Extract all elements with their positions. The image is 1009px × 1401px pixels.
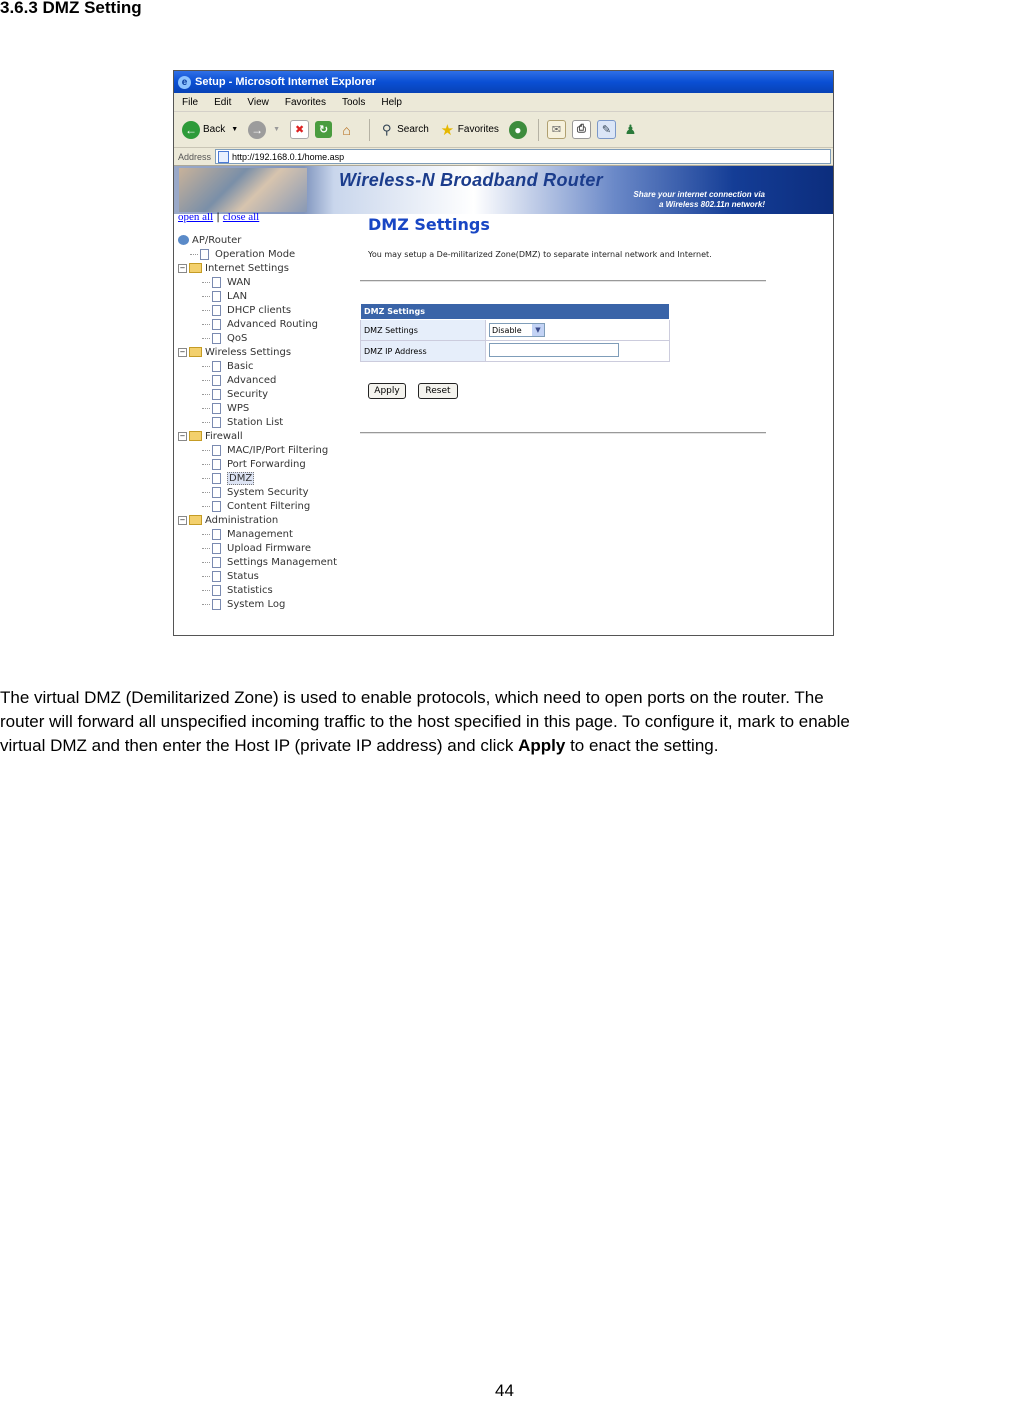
tree-item-label: DHCP clients bbox=[227, 304, 292, 316]
edit-icon[interactable]: ✎ bbox=[597, 120, 616, 139]
messenger-icon[interactable]: ♟ bbox=[624, 121, 637, 137]
page-icon bbox=[212, 445, 221, 456]
close-all-link[interactable]: close all bbox=[222, 211, 260, 223]
tree-root[interactable] bbox=[178, 233, 354, 247]
tree-folder-firewall[interactable] bbox=[178, 429, 354, 443]
favorites-button[interactable] bbox=[439, 121, 499, 138]
tree-links-separator: | bbox=[216, 212, 220, 223]
media-icon[interactable]: ● bbox=[509, 121, 527, 139]
page-icon bbox=[212, 305, 221, 316]
section-heading: 3.6.3 DMZ Setting bbox=[0, 0, 142, 17]
menu-bar bbox=[174, 93, 833, 112]
tree-guide bbox=[202, 422, 210, 423]
forward-button[interactable] bbox=[248, 121, 280, 139]
router-banner bbox=[174, 166, 833, 214]
tree-folder-label: Internet Settings bbox=[205, 262, 289, 274]
tree-guide bbox=[202, 310, 210, 311]
refresh-icon[interactable]: ↻ bbox=[315, 121, 332, 138]
search-button[interactable] bbox=[378, 121, 429, 138]
collapse-icon[interactable]: − bbox=[179, 515, 186, 524]
tree-item-label: Security bbox=[227, 388, 269, 400]
tree-item-label: Station List bbox=[227, 416, 284, 428]
tree-item-statistics[interactable] bbox=[178, 583, 354, 597]
tree-guide bbox=[202, 576, 210, 577]
tree-item-dmz[interactable] bbox=[178, 471, 354, 485]
tree-guide bbox=[202, 450, 210, 451]
tree-item-label: WPS bbox=[227, 402, 250, 414]
tree-guide bbox=[190, 254, 198, 255]
tree-item-status[interactable] bbox=[178, 569, 354, 583]
print-icon[interactable]: ⎙ bbox=[572, 120, 591, 139]
address-url: http://192.168.0.1/home.asp bbox=[232, 151, 345, 162]
tree-folder-wireless-settings[interactable] bbox=[178, 345, 354, 359]
window-titlebar bbox=[174, 71, 833, 93]
back-button[interactable] bbox=[182, 121, 238, 139]
menu-edit[interactable]: Edit bbox=[214, 96, 232, 108]
menu-file[interactable]: File bbox=[182, 96, 199, 108]
tree-root-label: AP/Router bbox=[192, 234, 242, 246]
page-icon bbox=[212, 487, 221, 498]
page-icon bbox=[212, 501, 221, 512]
tree-guide bbox=[202, 562, 210, 563]
tree-item-label: Upload Firmware bbox=[227, 542, 312, 554]
table-row bbox=[361, 320, 670, 341]
folder-icon bbox=[189, 431, 202, 441]
favorites-star-icon: ★ bbox=[440, 121, 455, 139]
table-header: DMZ Settings bbox=[361, 304, 670, 320]
dmz-settings-table bbox=[360, 303, 670, 362]
tree-item-port-forwarding[interactable] bbox=[178, 457, 354, 471]
search-label: Search bbox=[397, 124, 429, 135]
banner-subtitle-line2: a Wireless 802.11n network! bbox=[658, 200, 765, 209]
tree-item-label: Status bbox=[227, 570, 259, 582]
apply-button[interactable]: Apply bbox=[368, 383, 406, 399]
tree-item-label: QoS bbox=[227, 332, 248, 344]
tree-item-qos[interactable] bbox=[178, 331, 354, 345]
page-icon bbox=[212, 571, 221, 582]
tree-item-label: Advanced bbox=[227, 374, 277, 386]
toolbar-separator bbox=[369, 119, 370, 141]
dmz-ip-input[interactable] bbox=[489, 343, 619, 357]
body-line-3 bbox=[0, 734, 1009, 758]
tree-item-basic[interactable] bbox=[178, 359, 354, 373]
tree-item-label: LAN bbox=[227, 290, 248, 302]
tree-item-wan[interactable] bbox=[178, 275, 354, 289]
mail-icon[interactable]: ✉ bbox=[547, 120, 566, 139]
page-title: DMZ Settings bbox=[368, 215, 490, 234]
address-input[interactable] bbox=[215, 149, 831, 164]
chevron-down-icon: ▼ bbox=[532, 324, 544, 336]
tree-item-label: Basic bbox=[227, 360, 254, 372]
tree-item-management[interactable] bbox=[178, 527, 354, 541]
tree-guide bbox=[202, 604, 210, 605]
forward-arrow-icon: → bbox=[248, 121, 266, 139]
page-icon bbox=[212, 375, 221, 386]
collapse-icon[interactable]: − bbox=[179, 347, 186, 356]
dmz-settings-label: DMZ Settings bbox=[361, 320, 486, 341]
favorites-label: Favorites bbox=[457, 124, 499, 135]
browser-toolbar bbox=[174, 112, 833, 148]
address-bar bbox=[174, 148, 833, 166]
page-description: You may setup a De-militarized Zone(DMZ) to separate internal network and Internet. bbox=[368, 250, 712, 259]
tree-item-label: Operation Mode bbox=[215, 248, 296, 260]
tree-item-system-security[interactable] bbox=[178, 485, 354, 499]
tree-item-advanced-routing[interactable] bbox=[178, 317, 354, 331]
tree-folder-internet-settings[interactable] bbox=[178, 261, 354, 275]
tree-guide bbox=[202, 464, 210, 465]
menu-help[interactable]: Help bbox=[381, 96, 402, 108]
back-arrow-icon: ← bbox=[182, 121, 200, 139]
body-line-1: The virtual DMZ (Demilitarized Zone) is used to enable protocols, which need to open ports on the router. The bbox=[0, 688, 824, 707]
page-icon bbox=[212, 291, 221, 302]
page-icon bbox=[212, 459, 221, 470]
tree-guide bbox=[202, 296, 210, 297]
tree-item-label: MAC/IP/Port Filtering bbox=[227, 444, 329, 456]
tree-item-content-filtering[interactable] bbox=[178, 499, 354, 513]
tree-guide bbox=[202, 338, 210, 339]
folder-icon bbox=[189, 347, 202, 357]
tree-item-label: Settings Management bbox=[227, 556, 338, 568]
tree-folder-label: Administration bbox=[205, 514, 279, 526]
tree-guide bbox=[202, 534, 210, 535]
page-icon bbox=[212, 403, 221, 414]
tree-guide bbox=[202, 408, 210, 409]
tree-guide bbox=[202, 548, 210, 549]
tree-item-lan[interactable] bbox=[178, 289, 354, 303]
tree-guide bbox=[202, 590, 210, 591]
window-title: Setup - Microsoft Internet Explorer bbox=[195, 76, 376, 88]
address-label: Address bbox=[178, 151, 212, 162]
navigation-tree bbox=[178, 211, 354, 611]
open-all-link[interactable]: open all bbox=[178, 211, 214, 223]
body-text bbox=[0, 686, 1009, 758]
tree-folder-administration[interactable] bbox=[178, 513, 354, 527]
page-icon bbox=[212, 557, 221, 568]
ie-logo-icon: e bbox=[178, 76, 191, 89]
tree-item-station-list[interactable] bbox=[178, 415, 354, 429]
tree-item-settings-management[interactable] bbox=[178, 555, 354, 569]
body-line-3-post: to enact the setting. bbox=[565, 736, 719, 755]
tree-folder-label: Firewall bbox=[205, 430, 243, 442]
tree-item-label: WAN bbox=[227, 276, 251, 288]
dmz-ip-cell bbox=[486, 341, 670, 362]
tree-item-operation-mode[interactable] bbox=[178, 247, 354, 261]
forward-dropdown-icon: ▼ bbox=[273, 126, 281, 133]
banner-photo bbox=[179, 168, 307, 212]
table-row bbox=[361, 341, 670, 362]
tree-guide bbox=[202, 478, 210, 479]
page-icon bbox=[212, 361, 221, 372]
tree-item-label: DMZ bbox=[229, 472, 253, 484]
tree-links bbox=[178, 211, 354, 223]
tree-guide bbox=[202, 324, 210, 325]
tree-guide bbox=[202, 380, 210, 381]
tree-item-security[interactable] bbox=[178, 387, 354, 401]
collapse-icon[interactable]: − bbox=[179, 263, 186, 272]
folder-icon bbox=[189, 515, 202, 525]
tree-item-label: Port Forwarding bbox=[227, 458, 306, 470]
tree-item-advanced[interactable] bbox=[178, 373, 354, 387]
dmz-settings-cell bbox=[486, 320, 670, 341]
page-icon bbox=[212, 543, 221, 554]
body-line-2: router will forward all unspecified incoming traffic to the host specified in this page. To configure it, mark to enable bbox=[0, 712, 850, 731]
back-dropdown-icon: ▼ bbox=[231, 126, 239, 133]
page-icon bbox=[212, 277, 221, 288]
folder-icon bbox=[189, 263, 202, 273]
menu-tools[interactable]: Tools bbox=[341, 96, 366, 108]
page-icon bbox=[212, 333, 221, 344]
tree-item-label: System Security bbox=[227, 486, 309, 498]
divider-top bbox=[360, 280, 766, 282]
page-icon bbox=[212, 585, 221, 596]
page-icon bbox=[212, 599, 221, 610]
tree-item-label: Management bbox=[227, 528, 293, 540]
browser-screenshot bbox=[173, 70, 834, 636]
page-number: 44 bbox=[495, 1381, 514, 1400]
stop-icon[interactable]: ✖ bbox=[290, 120, 309, 139]
tree-item-label: Advanced Routing bbox=[227, 318, 318, 330]
tree-guide bbox=[202, 282, 210, 283]
toolbar-separator-2 bbox=[538, 119, 539, 141]
collapse-icon[interactable]: − bbox=[179, 431, 186, 440]
tree-item-upload-firmware[interactable] bbox=[178, 541, 354, 555]
body-line-3-pre: virtual DMZ and then enter the Host IP (private IP address) and click bbox=[0, 736, 519, 755]
network-icon bbox=[178, 235, 189, 245]
tree-guide bbox=[202, 506, 210, 507]
body-line-3-bold: Apply bbox=[518, 736, 566, 755]
reset-button[interactable]: Reset bbox=[418, 383, 458, 399]
page-icon bbox=[212, 389, 221, 400]
page-icon bbox=[212, 417, 221, 428]
banner-title: Wireless-N Broadband Router bbox=[339, 170, 603, 190]
tree-item-system-log[interactable] bbox=[178, 597, 354, 611]
menu-favorites[interactable]: Favorites bbox=[284, 96, 326, 108]
divider-bottom bbox=[360, 432, 766, 434]
tree-item-label: System Log bbox=[227, 598, 286, 610]
page-icon bbox=[212, 529, 221, 540]
page-icon bbox=[212, 319, 221, 330]
tree-guide bbox=[202, 366, 210, 367]
banner-subtitle-line1: Share your internet connection via bbox=[633, 190, 765, 199]
tree-item-wps[interactable] bbox=[178, 401, 354, 415]
page-icon bbox=[200, 249, 209, 260]
tree-item-dhcp-clients[interactable] bbox=[178, 303, 354, 317]
tree-guide bbox=[202, 394, 210, 395]
dmz-ip-label: DMZ IP Address bbox=[361, 341, 486, 362]
tree-item-label: Content Filtering bbox=[227, 500, 311, 512]
tree-guide bbox=[202, 492, 210, 493]
banner-subtitle bbox=[633, 190, 765, 210]
page-icon bbox=[212, 473, 221, 484]
home-icon[interactable]: ⌂ bbox=[338, 121, 355, 138]
tree-item-label: Statistics bbox=[227, 584, 273, 596]
back-label: Back bbox=[203, 124, 226, 135]
dmz-settings-value: Disable bbox=[492, 325, 522, 335]
dmz-settings-select[interactable] bbox=[489, 323, 545, 337]
menu-view[interactable]: View bbox=[247, 96, 269, 108]
search-icon: ⚲ bbox=[381, 121, 392, 137]
tree-item-mac-ip-port-filtering[interactable] bbox=[178, 443, 354, 457]
tree-folder-label: Wireless Settings bbox=[205, 346, 292, 358]
page-icon bbox=[218, 151, 229, 163]
